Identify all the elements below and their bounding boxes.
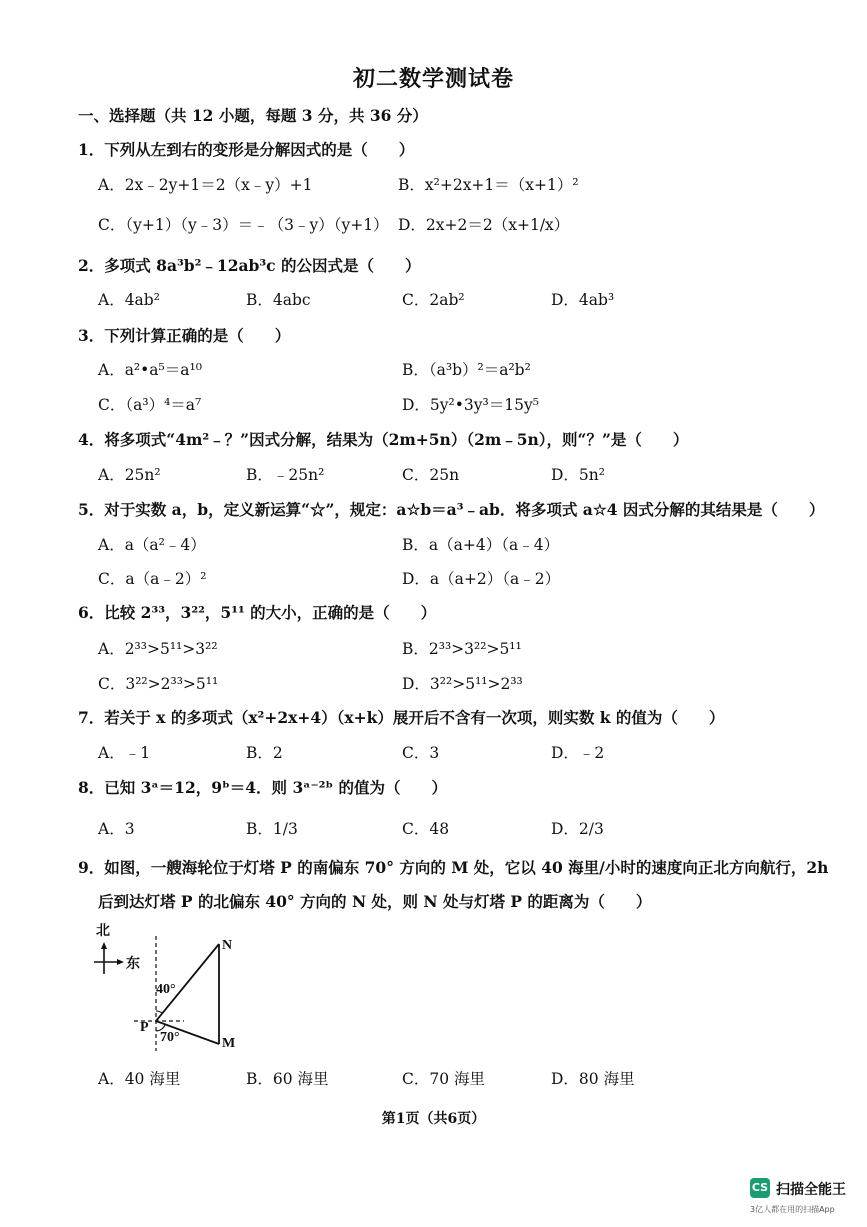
q8-option-b[interactable]: B．1/3 [246,820,298,838]
watermark-name: 扫描全能王 [776,1182,846,1198]
q7-option-b[interactable]: B．2 [246,744,283,762]
q4-option-c[interactable]: C．25n [402,466,460,484]
angle-arc-top [156,1011,162,1013]
q9-option-b[interactable]: B．60 海里 [246,1070,329,1088]
q3-option-d[interactable]: D．5y²•3y³＝15y⁵ [402,396,539,414]
point-p-label: P [140,1020,149,1035]
question-7: 7．若关于 x 的多项式（x²+2x+4）（x+k）展开后不含有一次项，则实数 k 的值为（ ） [78,708,725,727]
question-6: 6．比较 2³³，3²²，5¹¹ 的大小，正确的是（ ） [78,603,437,622]
question-8: 8．已知 3ᵃ＝12，9ᵇ＝4．则 3ᵃ⁻²ᵇ 的值为（ ） [78,778,448,797]
q1-option-d[interactable]: D．2x+2＝2（x+1/x） [398,216,570,234]
question-2: 2．多项式 8a³b²﹣12ab³c 的公因式是（ ） [78,256,421,275]
q2-option-a[interactable]: A．4ab² [98,291,160,309]
q1-option-c[interactable]: C．（y+1）（y﹣3）＝﹣（3﹣y）（y+1） [98,216,389,234]
section-heading: 一、选择题（共 12 小题，每题 3 分，共 36 分） [78,106,428,125]
east-label: 东 [126,957,140,972]
angle-40-label: 40° [156,982,176,997]
page-title: 初二数学测试卷 [352,66,514,92]
question-3: 3．下列计算正确的是（ ） [78,326,291,345]
point-m-label: M [222,1036,236,1051]
north-arrow-head [101,942,107,949]
q4-option-d[interactable]: D．5n² [551,466,605,484]
question-9-continued: 后到达灯塔 P 的北偏东 40° 方向的 N 处，则 N 处与灯塔 P 的距离为（ ） [98,892,652,911]
point-n-label: N [222,938,233,953]
q2-option-b[interactable]: B．4abc [246,291,311,309]
q2-option-c[interactable]: C．2ab² [402,291,465,309]
page-footer: 第1页（共6页） [381,1111,486,1127]
q6-option-d[interactable]: D．3²²>5¹¹>2³³ [402,675,523,693]
q4-option-a[interactable]: A．25n² [98,466,161,484]
q6-option-b[interactable]: B．2³³>3²²>5¹¹ [402,640,522,658]
q7-option-a[interactable]: A．﹣1 [98,744,151,762]
q1-option-b[interactable]: B．x²+2x+1＝（x+1）² [398,176,579,194]
q1-option-a[interactable]: A．2x﹣2y+1＝2（x﹣y）+1 [98,176,313,194]
watermark-subtitle: 3亿人都在用的扫描App [750,1205,835,1214]
q8-option-d[interactable]: D．2/3 [551,820,604,838]
q3-option-b[interactable]: B．（a³b）²＝a²b² [402,361,531,379]
q5-option-d[interactable]: D．a（a+2）（a﹣2） [402,570,561,588]
q2-option-d[interactable]: D．4ab³ [551,291,615,309]
q6-option-c[interactable]: C．3²²>2³³>5¹¹ [98,675,219,693]
camscanner-icon: CS [750,1178,770,1198]
question-1: 1．下列从左到右的变形是分解因式的是（ ） [78,140,415,159]
q8-option-c[interactable]: C．48 [402,820,450,838]
angle-70-label: 70° [160,1030,180,1045]
question-4: 4．将多项式“4m²﹣？”因式分解，结果为（2m+5n）（2m﹣5n），则“？”是（ ） [78,430,689,449]
q7-option-c[interactable]: C．3 [402,744,440,762]
scanner-watermark [750,1178,860,1218]
q9-option-c[interactable]: C．70 海里 [402,1070,486,1088]
q3-option-c[interactable]: C．（a³）⁴＝a⁷ [98,396,202,414]
q8-option-a[interactable]: A．3 [98,820,135,838]
north-label: 北 [96,924,110,939]
question-9: 9．如图，一艘海轮位于灯塔 P 的南偏东 70° 方向的 M 处，它以 40 海里/小时的速度向正北方向航行，2h [78,858,829,877]
q3-option-a[interactable]: A．a²•a⁵＝a¹⁰ [98,361,202,379]
question-5: 5．对于实数 a，b，定义新运算“☆”，规定：a☆b＝a³﹣ab．将多项式 a☆4 因式分解的其结果是（ ） [78,500,825,519]
q6-option-a[interactable]: A．2³³>5¹¹>3²² [98,640,218,658]
q4-option-b[interactable]: B．﹣25n² [246,466,325,484]
q9-option-a[interactable]: A．40 海里 [98,1070,181,1088]
compass-figure [92,926,252,1056]
q5-option-a[interactable]: A．a（a²﹣4） [98,536,206,554]
q7-option-d[interactable]: D．﹣2 [551,744,605,762]
q5-option-c[interactable]: C．a（a﹣2）² [98,570,207,588]
east-arrow-head [117,959,124,965]
q9-option-d[interactable]: D．80 海里 [551,1070,635,1088]
q5-option-b[interactable]: B．a（a+4）（a﹣4） [402,536,560,554]
